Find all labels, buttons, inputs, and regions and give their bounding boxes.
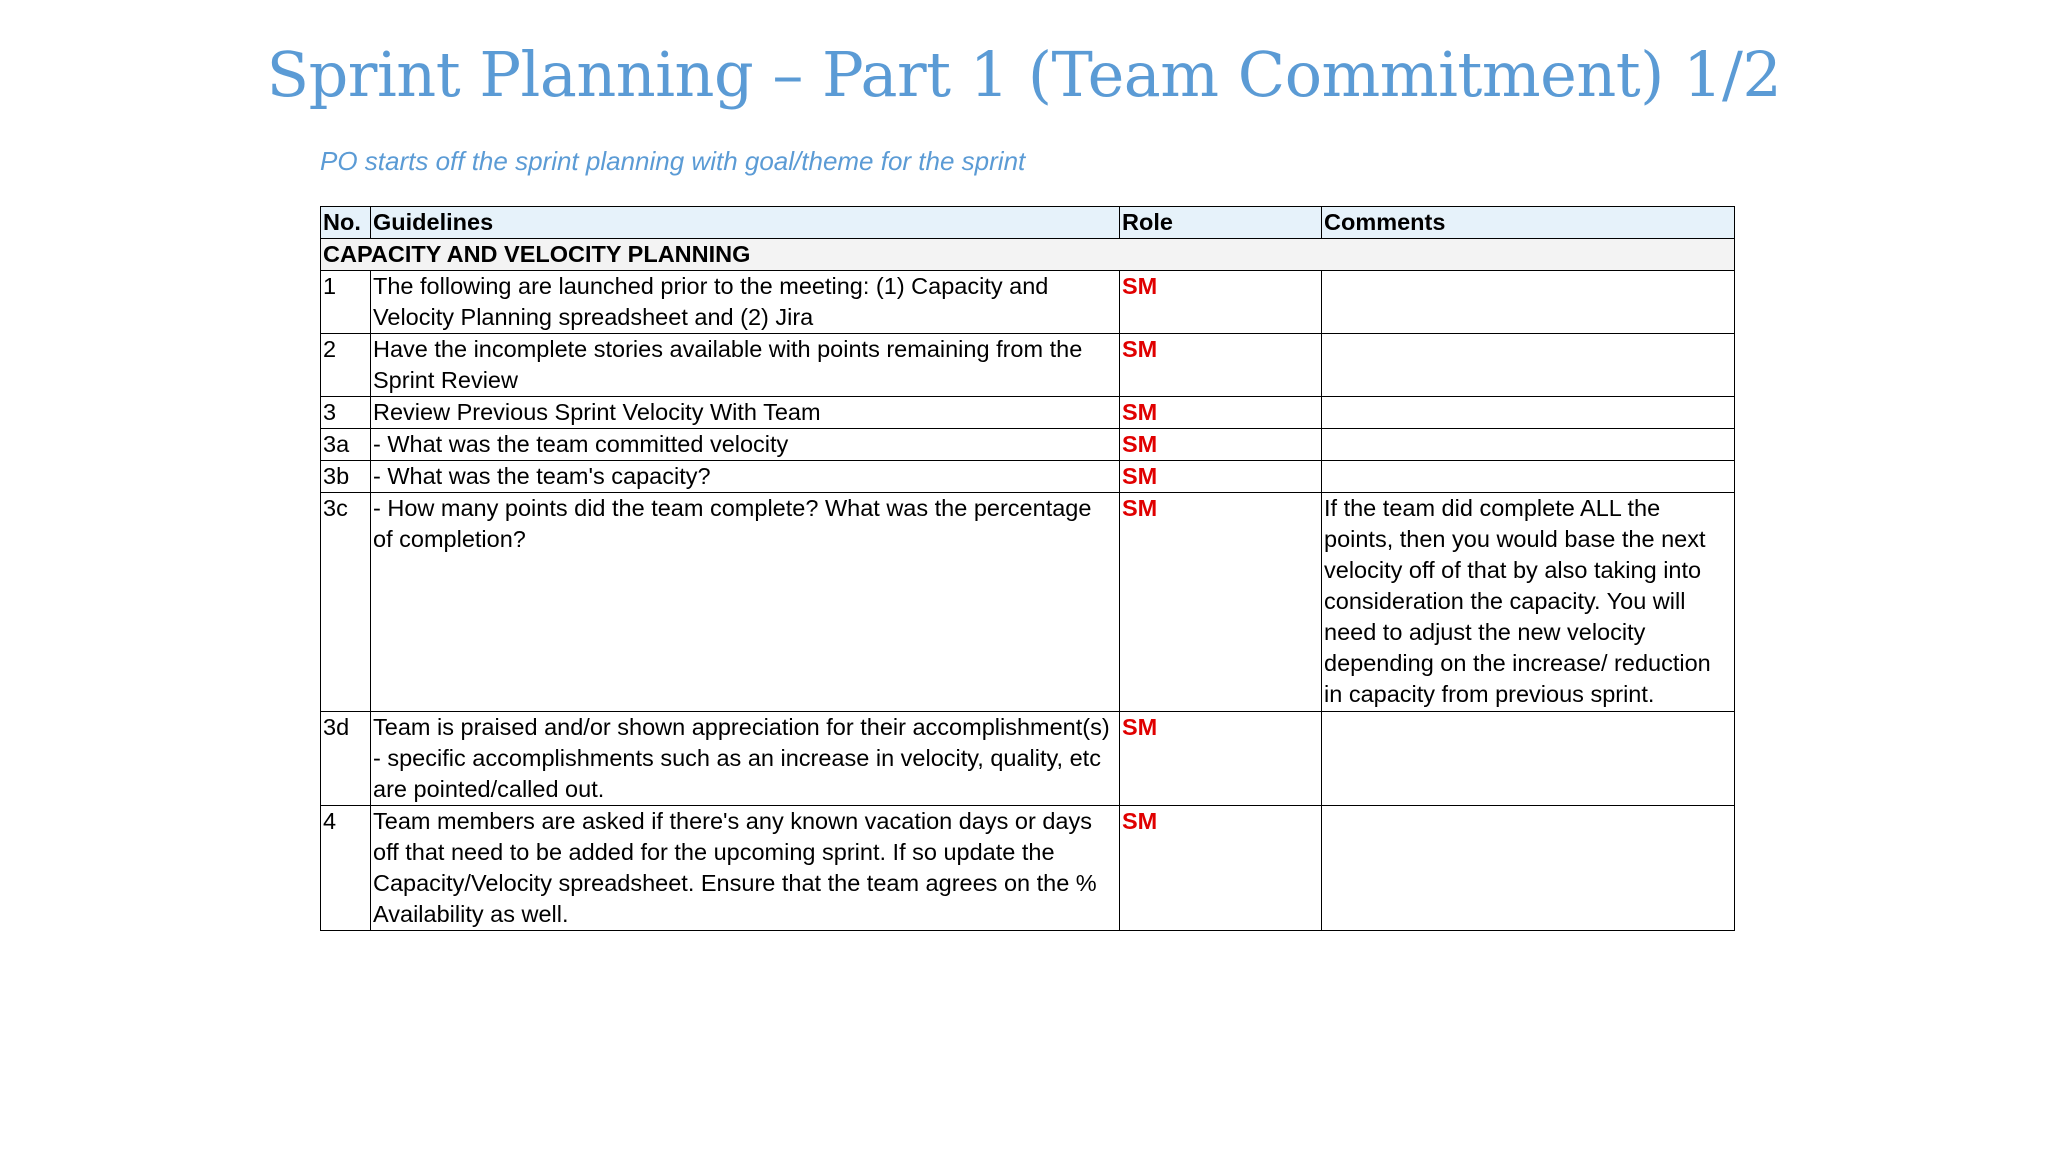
section-row xyxy=(321,239,1735,271)
header-guidelines: Guidelines xyxy=(371,207,1120,239)
table-row xyxy=(321,271,1735,334)
slide-subtitle: PO starts off the sprint planning with goal/theme for the sprint xyxy=(320,146,1026,176)
table-row xyxy=(321,806,1735,931)
table-row xyxy=(321,334,1735,397)
row-number: 1 xyxy=(321,271,371,334)
row-comment xyxy=(1322,712,1735,806)
row-number: 3c xyxy=(321,493,371,712)
header-comments: Comments xyxy=(1322,207,1735,239)
row-guideline: Team is praised and/or shown appreciation for their accomplishment(s) - specific accomplishments such as an increase in velocity, quality, etc are pointed/called out. xyxy=(371,712,1120,806)
row-role: SM xyxy=(1120,493,1322,712)
row-role: SM xyxy=(1120,334,1322,397)
table-row xyxy=(321,397,1735,429)
row-role: SM xyxy=(1120,806,1322,931)
row-guideline: - What was the team's capacity? xyxy=(371,461,1120,493)
row-comment xyxy=(1322,806,1735,931)
row-comment xyxy=(1322,461,1735,493)
row-comment xyxy=(1322,397,1735,429)
row-comment xyxy=(1322,271,1735,334)
guidelines-table xyxy=(320,206,1735,931)
row-number: 3d xyxy=(321,712,371,806)
row-comment: If the team did complete ALL the points, then you would base the next velocity off of that by also taking into consideration the capacity. You will need to adjust the new velocity depending on the increase/ reduction in capacity from previous sprint. xyxy=(1322,493,1735,712)
row-guideline: Team members are asked if there's any known vacation days or days off that need to be added for the upcoming sprint. If so update the Capacity/Velocity spreadsheet. Ensure that the team agrees on the % Availability as well. xyxy=(371,806,1120,931)
row-guideline: - How many points did the team complete? What was the percentage of completion? xyxy=(371,493,1120,712)
header-no: No. xyxy=(321,207,371,239)
header-role: Role xyxy=(1120,207,1322,239)
row-guideline: - What was the team committed velocity xyxy=(371,429,1120,461)
table-row xyxy=(321,712,1735,806)
row-number: 3 xyxy=(321,397,371,429)
row-role: SM xyxy=(1120,429,1322,461)
row-number: 4 xyxy=(321,806,371,931)
table-row xyxy=(321,493,1735,712)
row-guideline: The following are launched prior to the meeting: (1) Capacity and Velocity Planning spreadsheet and (2) Jira xyxy=(371,271,1120,334)
slide-title: Sprint Planning – Part 1 (Team Commitment) 1/2 xyxy=(266,38,1782,111)
row-guideline: Have the incomplete stories available with points remaining from the Sprint Review xyxy=(371,334,1120,397)
row-number: 3a xyxy=(321,429,371,461)
row-role: SM xyxy=(1120,712,1322,806)
table-row xyxy=(321,429,1735,461)
row-role: SM xyxy=(1120,461,1322,493)
row-comment xyxy=(1322,429,1735,461)
table-row xyxy=(321,461,1735,493)
row-number: 2 xyxy=(321,334,371,397)
row-role: SM xyxy=(1120,271,1322,334)
row-role: SM xyxy=(1120,397,1322,429)
row-comment xyxy=(1322,334,1735,397)
row-number: 3b xyxy=(321,461,371,493)
row-guideline: Review Previous Sprint Velocity With Team xyxy=(371,397,1120,429)
section-title: CAPACITY AND VELOCITY PLANNING xyxy=(321,239,1735,271)
table-header-row xyxy=(321,207,1735,239)
